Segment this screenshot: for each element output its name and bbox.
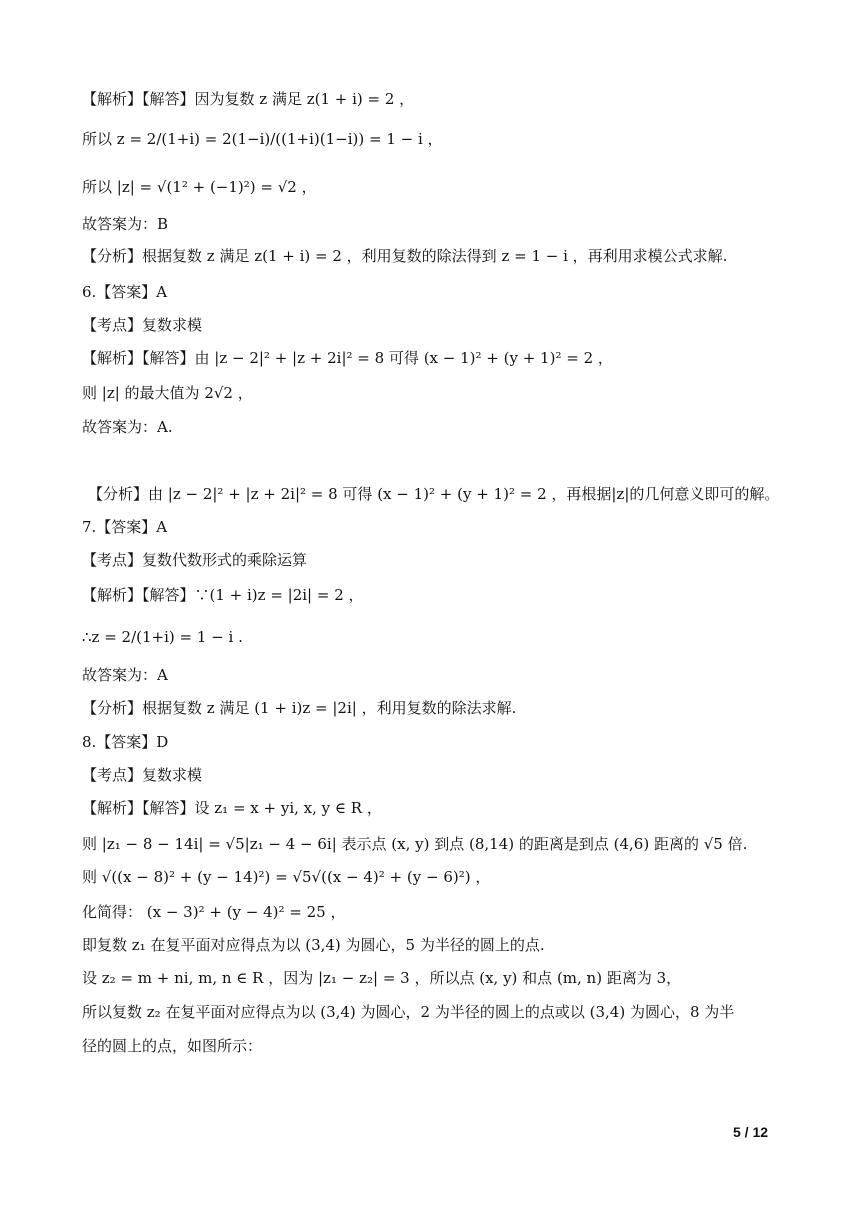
text-line: 则 |z| 的最大值为 2√2 ， <box>82 384 253 402</box>
answer-heading: 8.【答案】D <box>82 733 169 751</box>
text-line: 所以 |z| = √(1² + (−1)²) = √2 ， <box>82 178 317 196</box>
text-line: 【考点】复数代数形式的乘除运算 <box>82 551 308 569</box>
text-line: 则 |z₁ − 8 − 14i| = √5|z₁ − 4 − 6i| 表示点 (x, y) 到点 (8,14) 的距离是到点 (4,6) 距离的 √5 倍. <box>82 835 748 853</box>
text-line: 【解析】【解答】∵(1 + i)z = |2i| = 2 ， <box>82 586 364 604</box>
text-line: 【考点】复数求模 <box>82 766 203 784</box>
text-line: 故答案为：A <box>82 666 168 684</box>
answer-heading: 6.【答案】A <box>82 283 168 301</box>
text-line: 故答案为：B <box>82 215 169 233</box>
text-line: 【分析】根据复数 z 满足 (1 + i)z = |2i| ，利用复数的除法求解. <box>82 699 517 717</box>
text-line: 故答案为：A. <box>82 418 173 436</box>
text-line: ∴z = 2/(1+i) = 1 − i . <box>82 628 243 646</box>
text-line: 所以复数 z₂ 在复平面对应得点为以 (3,4) 为圆心，2 为半径的圆上的点或以 (3,4) 为圆心，8 为半 <box>82 1003 735 1021</box>
text-line: 设 z₂ = m + ni, m, n ∈ R ，因为 |z₁ − z₂| = 3 ，所以点 (x, y) 和点 (m, n) 距离为 3， <box>82 969 682 987</box>
text-line: 【考点】复数求模 <box>82 316 203 334</box>
page-number: 5 / 12 <box>733 1124 769 1140</box>
text-line: 【解析】【解答】因为复数 z 满足 z(1 + i) = 2 ， <box>82 90 415 108</box>
text-line: 则 √((x − 8)² + (y − 14)²) = √5√((x − 4)² + (y − 6)²) ， <box>82 868 491 886</box>
text-line: 【分析】由 |z − 2|² + |z + 2i|² = 8 可得 (x − 1)² + (y + 1)² = 2 ，再根据|z|的几何意义即可的解。 <box>88 485 780 503</box>
text-line: 径的圆上的点，如图所示： <box>82 1037 263 1055</box>
text-line: 【分析】根据复数 z 满足 z(1 + i) = 2 ，利用复数的除法得到 z = 1 − i ，再利用求模公式求解. <box>82 247 728 265</box>
text-line: 所以 z = 2/(1+i) = 2(1−i)/((1+i)(1−i)) = 1 − i ， <box>82 130 443 148</box>
text-line: 【解析】【解答】由 |z − 2|² + |z + 2i|² = 8 可得 (x − 1)² + (y + 1)² = 2 ， <box>82 349 613 367</box>
text-line: 化简得： (x − 3)² + (y − 4)² = 25 ， <box>82 903 346 921</box>
text-line: 即复数 z₁ 在复平面对应得点为以 (3,4) 为圆心，5 为半径的圆上的点. <box>82 936 545 954</box>
answer-heading: 7.【答案】A <box>82 518 168 536</box>
text-line: 【解析】【解答】设 z₁ = x + yi, x, y ∈ R ， <box>82 799 382 817</box>
